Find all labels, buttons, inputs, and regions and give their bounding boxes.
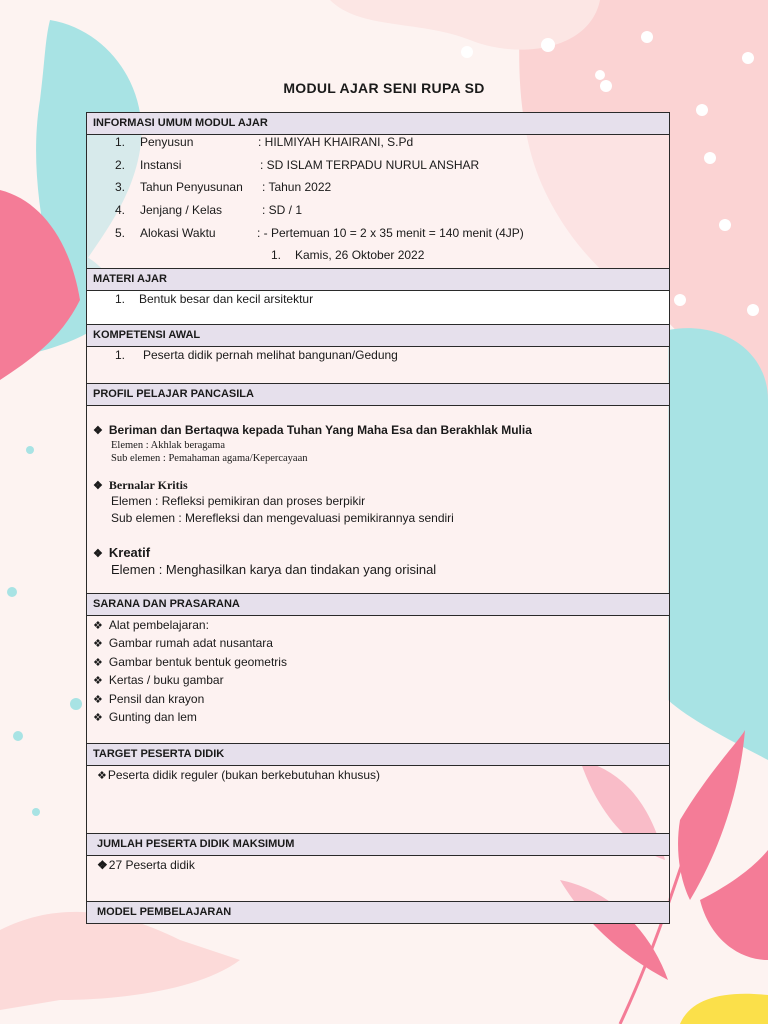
profil-item-3	[93, 545, 150, 560]
profil-item-2	[93, 478, 188, 493]
info-item-value: : Tahun 2022	[262, 180, 332, 194]
dot	[747, 304, 759, 316]
info-item-value: : SD ISLAM TERPADU NURUL ANSHAR	[260, 158, 480, 172]
info-item-num: 2.	[115, 158, 126, 172]
kompetensi-num: 1.	[115, 348, 126, 362]
sarana-item: ❖ Kertas / buku gambar	[93, 673, 224, 687]
diamond-bullet-icon: ❖	[93, 480, 103, 492]
diamond-bullet-icon: ❖	[97, 858, 108, 872]
pink-leaf-right-4	[700, 850, 768, 960]
profil-sub-element: Sub elemen : Merefleksi dan mengevaluasi pemikirannya sendiri	[111, 511, 454, 525]
brush-strokes	[0, 912, 240, 1010]
dot	[641, 31, 653, 43]
info-item-num: 3.	[115, 180, 126, 194]
dot	[674, 294, 686, 306]
diamond-bullet-icon: ❖	[93, 694, 103, 706]
profil-sub-element: Sub elemen : Pemahaman agama/Kepercayaan	[111, 453, 308, 464]
section-header: INFORMASI UMUM MODUL AJAR	[87, 113, 669, 135]
diamond-bullet-icon: ❖	[93, 548, 103, 560]
yellow-blob	[680, 994, 768, 1024]
lesson-module-table	[86, 112, 670, 924]
section-header: MODEL PEMBELAJARAN	[87, 902, 669, 923]
pink-leaf-right-1	[678, 730, 745, 900]
dot	[32, 808, 40, 816]
sarana-item: ❖ Alat pembelajaran:	[93, 618, 209, 632]
diamond-bullet-icon: ❖	[97, 770, 107, 782]
document-title: MODUL AJAR SENI RUPA SD	[283, 80, 485, 96]
profil-element: Elemen : Akhlak beragama	[111, 440, 225, 451]
dot	[696, 104, 708, 116]
info-item-label: Instansi	[140, 158, 182, 172]
teal-blob-right	[668, 328, 768, 760]
dot	[7, 587, 17, 597]
profil-title: Beriman dan Bertaqwa kepada Tuhan Yang Maha Esa dan Berakhlak Mulia	[108, 423, 532, 437]
info-item-label: Penyusun	[140, 135, 194, 149]
dot	[742, 52, 754, 64]
info-item-value: : HILMIYAH KHAIRANI, S.Pd	[258, 135, 414, 149]
info-item-num: 4.	[115, 203, 126, 217]
diamond-bullet-icon: ❖	[93, 425, 103, 437]
sarana-item: ❖ Gambar bentuk bentuk geometris	[93, 655, 287, 669]
profil-title: Kreatif	[108, 545, 151, 560]
dot	[13, 731, 23, 741]
profil-element: Elemen : Refleksi pemikiran dan proses berpikir	[111, 494, 366, 508]
section-jumlah-peserta	[87, 834, 669, 902]
info-item-value: : - Pertemuan 10 = 2 x 35 menit = 140 menit (4JP)	[257, 226, 524, 240]
section-informasi-umum	[87, 113, 669, 269]
profil-title: Bernalar Kritis	[108, 478, 188, 492]
date-text: Kamis, 26 Oktober 2022	[295, 248, 425, 262]
info-item-value: : SD / 1	[262, 203, 303, 217]
info-item-num: 5.	[115, 226, 126, 240]
section-target-peserta	[87, 744, 669, 834]
dot	[70, 698, 82, 710]
dot	[541, 38, 555, 52]
diamond-bullet-icon: ❖	[93, 675, 103, 687]
dot	[704, 152, 716, 164]
section-header: KOMPETENSI AWAL	[87, 325, 669, 347]
info-item-num: 1.	[115, 135, 126, 149]
peach-blob-top	[330, 0, 600, 50]
diamond-bullet-icon: ❖	[93, 620, 103, 632]
kompetensi-text: Peserta didik pernah melihat bangunan/Gedung	[143, 348, 398, 362]
materi-text: Bentuk besar dan kecil arsitektur	[139, 292, 314, 306]
section-header: PROFIL PELAJAR PANCASILA	[87, 384, 669, 406]
section-header: SARANA DAN PRASARANA	[87, 594, 669, 616]
dot	[461, 46, 473, 58]
profil-element: Elemen : Menghasilkan karya dan tindakan yang orisinal	[111, 562, 437, 577]
materi-num: 1.	[115, 292, 126, 306]
section-model-pembelajaran	[87, 902, 669, 923]
info-item-label: Jenjang / Kelas	[140, 203, 223, 217]
section-profil-pelajar	[87, 384, 669, 594]
info-item-label: Alokasi Waktu	[140, 226, 216, 240]
dot	[719, 219, 731, 231]
diamond-bullet-icon: ❖	[93, 712, 103, 724]
jumlah-item: ❖27 Peserta didik	[97, 858, 195, 872]
section-materi-ajar	[87, 269, 669, 325]
dot	[26, 446, 34, 454]
date-num: 1.	[271, 248, 282, 262]
section-header: TARGET PESERTA DIDIK	[87, 744, 669, 766]
section-header: JUMLAH PESERTA DIDIK MAKSIMUM	[87, 834, 669, 856]
section-sarana-prasarana	[87, 594, 669, 744]
diamond-bullet-icon: ❖	[93, 657, 103, 669]
diamond-bullet-icon: ❖	[93, 638, 103, 650]
profil-item-1	[93, 423, 532, 437]
section-header: MATERI AJAR	[87, 269, 669, 291]
sarana-item: ❖ Gunting dan lem	[93, 710, 197, 724]
dot	[595, 70, 605, 80]
target-item: ❖Peserta didik reguler (bukan berkebutuhan khusus)	[97, 768, 381, 782]
sarana-item: ❖ Pensil dan krayon	[93, 692, 205, 706]
info-item-label: Tahun Penyusunan	[140, 180, 243, 194]
section-kompetensi-awal	[87, 325, 669, 384]
sarana-item: ❖ Gambar rumah adat nusantara	[93, 636, 273, 650]
